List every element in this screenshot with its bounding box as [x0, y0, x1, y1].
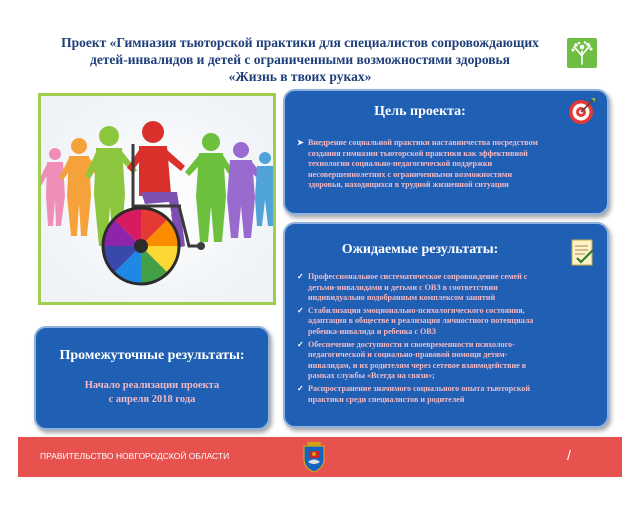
list-item-line: ✓ Стабилизация эмоционально-психологического состояния, [308, 305, 525, 315]
interim-line: Начало реализации проекта [84, 380, 220, 391]
target-icon [567, 96, 597, 126]
list-item-line: ✓ Профессиональное систематическое сопровождение семей с [308, 272, 528, 281]
footer-org-name: ПРАВИТЕЛЬСТВО НОВГОРОДСКОЙ ОБЛАСТИ [40, 451, 230, 461]
expected-list [295, 272, 601, 405]
list-item-line: рамках службы «Всегда на связи»; [308, 371, 435, 381]
checklist-icon [569, 238, 597, 268]
list-item-line: ✓ Распространение значимого социального опыта тьюторской [308, 383, 531, 393]
list-item [295, 340, 601, 382]
page-title [20, 34, 580, 85]
interim-heading: Промежуточные результаты: [59, 348, 245, 363]
expected-heading: Ожидаемые результаты: [341, 242, 499, 257]
goal-line: здоровья, находящихся в трудной жизненной ситуации [308, 180, 509, 190]
list-item-line: практики среди специалистов и родителей [308, 394, 465, 404]
interim-line: с апреля 2018 года [108, 394, 196, 405]
goal-heading: Цель проекта: [374, 104, 466, 119]
list-item-line: инвалидам, и их родителям через сетевое взаимодействие в [308, 360, 527, 370]
goal-text [295, 138, 601, 191]
list-item-line: ребенка-инвалида и ребенка с ОВЗ [308, 326, 436, 336]
project-goal-card [283, 89, 609, 215]
page-marker: / [567, 447, 571, 463]
goal-line: создания гимназии тьюторской практики как эффективной [308, 148, 528, 158]
list-item-line: детьми-инвалидами и детьми с ОВЗ в соответствии [308, 282, 498, 292]
list-item-line: ✓ Обеспечение доступности и своевременности психолого- [308, 339, 515, 349]
title-line: Проект «Гимназия тьюторской практики для специалистов сопровождающих [61, 35, 539, 50]
list-item [295, 272, 601, 304]
goal-line: технологии социально-педагогической поддержки [308, 159, 493, 169]
list-item-line: адаптация в обществе и реализация личностного потенциала [308, 316, 534, 326]
list-item [295, 384, 601, 405]
coat-of-arms-icon [301, 441, 327, 473]
title-line: детей-инвалидов и детей с ограниченными возможностями здоровья [89, 52, 510, 67]
list-item [295, 306, 601, 338]
title-line: «Жизнь в твоих руках» [228, 69, 372, 84]
tree-logo-icon [567, 38, 597, 68]
list-item-line: индивидуально подобранным комплексом занятий [308, 293, 496, 303]
goal-line: несовершеннолетних с ограниченными возможностями [308, 169, 513, 179]
interim-text [36, 379, 268, 407]
footer-bar [18, 437, 622, 477]
interim-results-card [34, 326, 270, 430]
goal-line: ➤ Внедрение социальной практики наставничества посредством [295, 138, 601, 149]
list-item-line: педагогической и социально-правовой помощи детям- [308, 350, 508, 360]
expected-results-card [283, 222, 609, 428]
paper-people-wheelchair-illustration [38, 93, 276, 305]
